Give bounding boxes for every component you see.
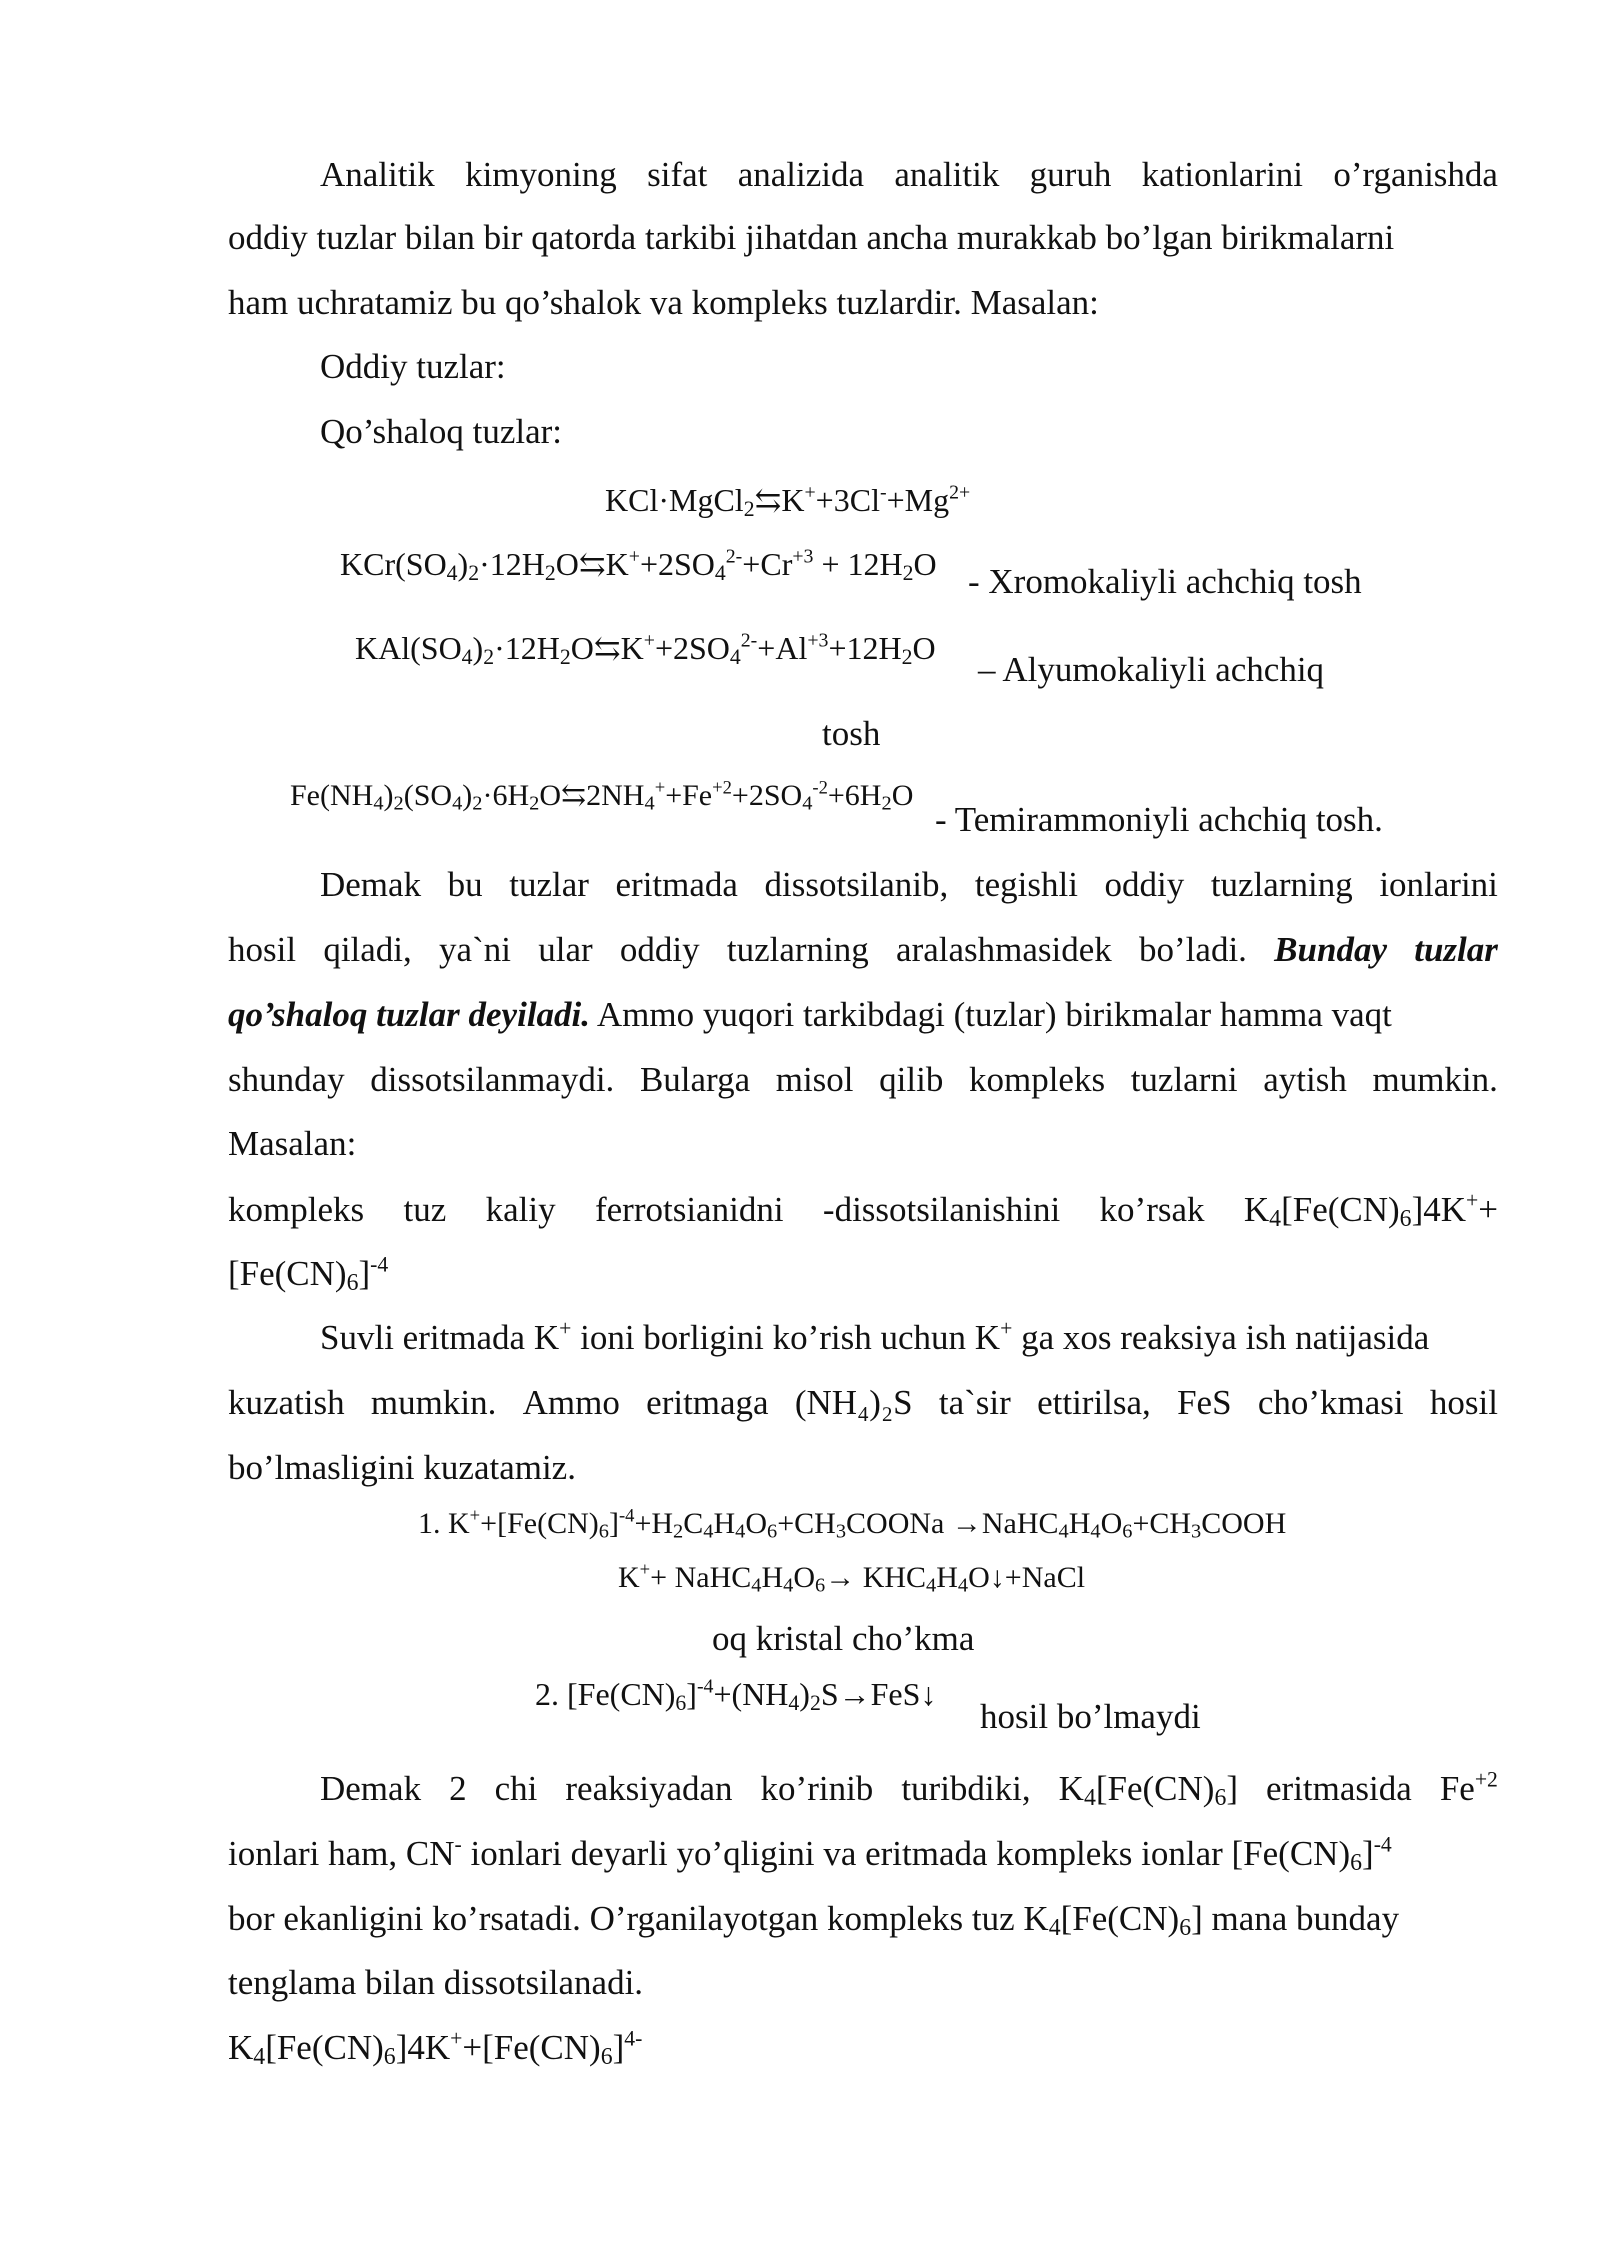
p4-line1: Suvli eritmada K+ ioni borligini ko’rish uchun K+ ga xos reaksiya ish natijasida [320,1316,1430,1357]
equation-kcl-mgcl2: $KCl\cdot MgCl_2⇆K^++3Cl^-+Mg^{2+}$ [605,481,971,521]
p1-line3: ham uchratamiz bu qo’shalok va kompleks tuzlardir. Masalan: [228,283,1099,322]
alyumokaliyli-label-cont: tosh [822,714,881,753]
p4-line2: kuzatish mumkin. Ammo eritmaga (NH₄)₂S ta`sir ettirilsa, FeS cho’kmasi hosil [228,1383,1498,1422]
p5-line2: ionlari ham, CN- ionlari deyarli yo’qligini va eritmada kompleks ionlar $[Fe(CN)_6]^{-4}$ [228,1832,1392,1877]
equation-alyumokaliyli: $KAl(SO_4)_2\cdot 12H_2O⇆K^++2SO_4^{2-}+Al^{+3}+12H_2O$ [355,629,936,669]
p5-line4: tenglama bilan dissotsilanadi. [228,1963,644,2002]
equation-temirammoniyli: $Fe(NH_4)_2(SO_4)_2\cdot 6H_2O⇆2NH_4^++Fe^{+2}+2SO_4^{-2}+6H_2O$ [290,777,914,815]
reaction-1-note: oq kristal cho’kma [712,1619,975,1658]
final-equation: $K_4[Fe(CN)_6]4K^++[Fe(CN)_6]^{4-}$ [228,2026,643,2071]
alyumokaliyli-label: – Alyumokaliyli achchiq [978,650,1325,689]
p5-line1: Demak 2 chi reaksiyadan ko’rinib turibdiki, $K_4[Fe(CN)_6]$ eritmasida $Fe^{+2}$ [320,1767,1498,1812]
p3-line2: $[Fe(CN)_6]^{-4}$ [228,1252,389,1297]
reaction-2: 2. $[Fe(CN)_6]^{-4}+(NH_4)_2S\to FeS↓$ [535,1675,937,1715]
p2-line2: hosil qiladi, ya`ni ular oddiy tuzlarning aralashmasidek bo’ladi. Bunday tuzlar [228,930,1498,969]
reaction-1b: $K^++ NaHC_4H_4O_6\to$ $KHC_4H_4O↓+NaCl$ [618,1559,1086,1597]
p2-line3: qo’shaloq tuzlar deyiladi. Ammo yuqori tarkibdagi (tuzlar) birikmalar hamma vaqt [228,995,1392,1034]
p1-line2: oddiy tuzlar bilan bir qatorda tarkibi jihatdan ancha murakkab bo’lgan birikmalarni [228,218,1395,257]
temirammoniyli-label: - Temirammoniyli achchiq tosh. [935,800,1383,839]
xromokaliyli-label: - Xromokaliyli achchiq tosh [968,562,1362,601]
reaction-2-note: hosil bo’lmaydi [980,1697,1201,1736]
equation-xromokaliyli: $KCr(SO_4)_2\cdot 12H_2O⇆K^++2SO_4^{2-}+Cr^{+3} + 12H_2O$ [340,545,937,585]
p3-line1: kompleks tuz kaliy ferrotsianidni -dissotsilanishini ko’rsak $K_4[Fe(CN)_6]4K^++$ [228,1188,1498,1233]
reaction-1: 1. $K^++[Fe(CN)_6]^{-4}+H_2C_4H_4O_6+CH_3COONa$ $\to NaHC_4H_4O_6+CH_3COOH$ [418,1505,1287,1543]
ferrotsianid-formula: $K_4[Fe(CN)_6]4K^++$ [1243,1188,1498,1233]
oddiy-tuzlar-label: Oddiy tuzlar: [320,347,506,386]
p4-line3: bo’lmasligini kuzatamiz. [228,1448,576,1487]
p1-line1: Analitik kimyoning sifat analizida analitik guruh kationlarini o’rganishda [320,155,1498,194]
p2-line4: shunday dissotsilanmaydi. Bularga misol qilib kompleks tuzlarni aytish mumkin. [228,1060,1498,1099]
p2-line5: Masalan: [228,1124,357,1163]
qoshaloq-tuzlar-label: Qo’shaloq tuzlar: [320,412,563,451]
p5-line3: bor ekanligini ko’rsatadi. O’rganilayotgan kompleks tuz $K_4[Fe(CN)_6]$ mana bunday [228,1899,1400,1942]
p2-line1: Demak bu tuzlar eritmada dissotsilanib, tegishli oddiy tuzlarning ionlarini [320,865,1498,904]
